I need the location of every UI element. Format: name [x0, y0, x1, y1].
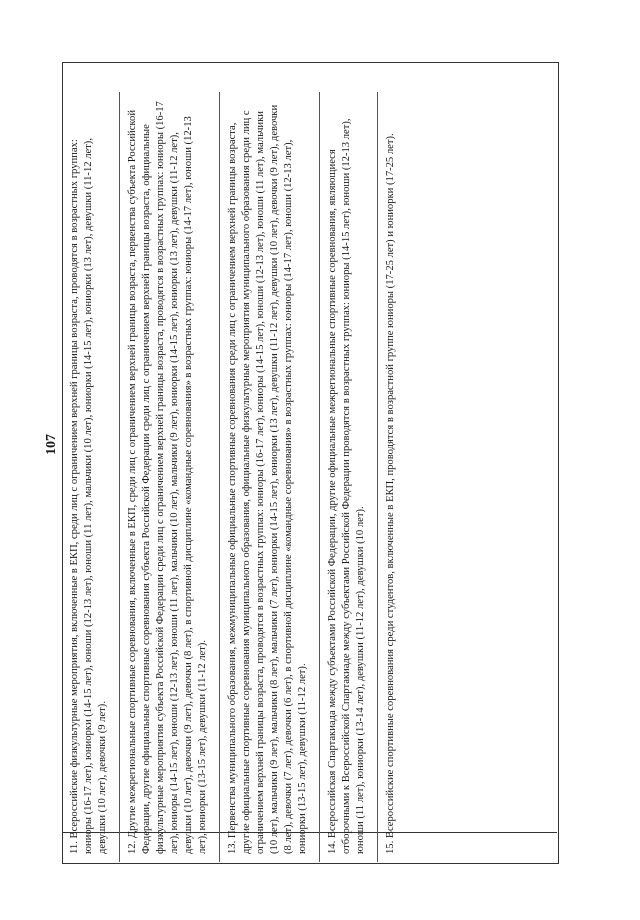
entry-15: 15. Всероссийские спортивные соревнования среди студентов, включенные в ЕКП, проводятся в возрастной группе юниоры (17-25 лет) и юниорки (17-25 лет).: [385, 133, 396, 854]
entry-11: 11. Всероссийские физкультурные мероприятия, включенные в ЕКП, среди лиц с ограничением верхней границы возраста, проводятся в возрастных группах: юниоры (16-17 лет), юниорки (14-15 лет), юноши (12-13 лет), юноши (11 лет), мальчики (10 лет), юниорки (14-15 лет), юниорки (13 лет), девушки (11-12 лет), девушки (10 лет), девочки (9 лет).: [69, 138, 108, 854]
entry-14: 14. Всероссийская Спартакиада между субъектами Российской Федерации, другие официальные межрегиональные спортивные соревнования, являющиеся отборочными к Всероссийской Спартакиаде между субъектами Российской Федерации проводятся в возрастных группах: юниоры (14-15 лет), юноши (12-13 лет), юноши (11 лет), юниорки (13-14 лет), девушки (11-12 лет), девушки (10 лет).: [327, 118, 366, 854]
row-divider: [377, 92, 378, 862]
row-divider: [119, 92, 120, 862]
entry-12: 12. Другие межрегиональные спортивные соревнования, включенные в ЕКП, среди лиц с ограничением верхней границы возраста, первенства субъекта Российской Федерации, другие официальные спортивные соревнования субъекта Российской Федерации среди лиц с ограничением верхней границы возраста, официальные физкультурные мероприятия субъекта Российской Федерации среди лиц с ограничением верхней границы возраста, проводятся в возрастных группах: юниоры (16-17 лет), юниоры (14-15 лет), юноши (12-13 лет), юноши (11 лет), мальчики (10 лет), мальчики (9 лет), юниорки (14-15 лет), юниорки (13 лет), девушки (11-12 лет), девушки (10 лет), девочки (9 лет), девочки (8 лет), в спортивной дисциплине «командные соревнования» в возрастных группах: юниоры (14-17 лет), юноши (12-13 лет), юниорки (13-15 лет), девушки (11-12 лет).: [127, 101, 208, 854]
entry-13: 13. Первенства муниципального образования, межмуниципальные официальные спортивные соревнования среди лиц с ограничением верхней границы возраста, другие официальные спортивные соревнования муниципального образования, официальные физкультурные мероприятия муниципального образования среди лиц с ограничением верхней границы возраста, проводятся в возрастных группах: юниоры (16-17 лет), юниоры (14-15 лет), юноши (12-13 лет), юноши (11 лет), мальчики (10 лет), мальчики (9 лет), мальчики (8 лет), мальчики (7 лет), юниорки (14-15 лет), юниорки (13 лет), девушки (11-12 лет), девушки (10 лет), девочки (9 лет), девочки (8 лет), девочки (7 лет), девочки (6 лет), в спортивной дисциплине «командные соревнования» в возрастных группах: юниоры (14-17 лет), юноши (12-13 лет), юниорки (13-15 лет), девушки (11-12 лет).: [227, 104, 308, 854]
page-number: 107: [44, 434, 59, 455]
row-divider: [219, 92, 220, 862]
rotated-table-content: [62, 92, 532, 862]
row-divider: [319, 92, 320, 862]
